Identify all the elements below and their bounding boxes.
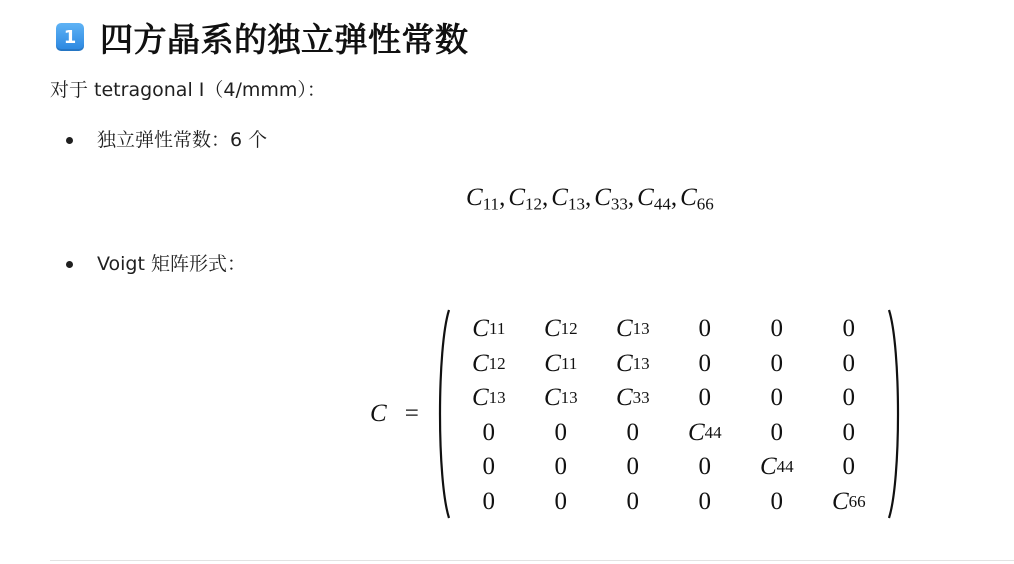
matrix-cell: 0	[770, 487, 784, 515]
matrix-cell: 0	[482, 487, 496, 515]
matrix-cell: 0	[842, 418, 856, 446]
right-paren-icon	[887, 308, 903, 520]
matrix-cell: 0	[698, 315, 712, 343]
matrix-cell: 0	[482, 453, 496, 481]
matrix-cell: C 13	[471, 384, 506, 412]
matrix-lhs: C	[370, 400, 387, 427]
voigt-matrix-equation	[370, 308, 903, 520]
bullet-text: Voigt 矩阵形式：	[97, 253, 246, 275]
bullet-dot-icon	[66, 137, 73, 144]
elastic-constant: $C_{66}$	[680, 184, 714, 214]
left-paren-icon	[435, 308, 451, 520]
matrix-cell: C 33	[615, 384, 650, 412]
section-title: 四方晶系的独立弹性常数	[100, 19, 469, 59]
matrix-cell: 0	[770, 349, 784, 377]
matrix-cell: C 11	[544, 349, 578, 377]
matrix-cell: C 12	[543, 315, 578, 343]
matrix-cell: C 13	[615, 349, 650, 377]
intro-paragraph: 对于 tetragonal I（4/mmm）：	[50, 79, 326, 101]
matrix-cell: 0	[626, 487, 640, 515]
matrix-cell: 0	[842, 315, 856, 343]
divider	[50, 560, 1014, 561]
matrix-cell: 0	[554, 487, 568, 515]
matrix-cell: C 12	[471, 349, 506, 377]
matrix-cell: 0	[626, 453, 640, 481]
bullet-dot-icon	[66, 261, 73, 268]
elastic-constant: $C_{33}$	[594, 184, 628, 214]
matrix-cell: C 66	[831, 487, 866, 515]
bullet-item-voigt	[66, 250, 246, 278]
constants-equation: $C_{11}$, $C_{12}$, $C_{13}$, $C_{33}$, $C_{44}$, $C_{66}$	[466, 184, 714, 214]
matrix-grid	[453, 309, 885, 519]
matrix-cell: 0	[554, 453, 568, 481]
matrix-cell: 0	[842, 453, 856, 481]
matrix-cell: 0	[698, 349, 712, 377]
matrix-cell: C 44	[759, 453, 794, 481]
matrix-cell: C 13	[615, 315, 650, 343]
number-one-icon: 1	[56, 23, 84, 51]
matrix-cell: 0	[842, 384, 856, 412]
matrix-cell: C 13	[543, 384, 578, 412]
elastic-constant: $C_{13}$	[551, 184, 585, 214]
matrix-cell: 0	[554, 418, 568, 446]
matrix-cell: 0	[842, 349, 856, 377]
matrix-cell: C 44	[687, 418, 722, 446]
matrix-cell: 0	[698, 487, 712, 515]
equals-sign: =	[404, 400, 419, 427]
matrix-cell: 0	[770, 384, 784, 412]
matrix-cell: 0	[698, 384, 712, 412]
section-heading	[56, 14, 469, 60]
matrix-cell: C 11	[472, 315, 506, 343]
matrix-cell: 0	[626, 418, 640, 446]
matrix-cell: 0	[698, 453, 712, 481]
matrix-cell: 0	[770, 418, 784, 446]
elastic-constant: $C_{12}$	[508, 184, 542, 214]
bullet-text: 独立弹性常数：6 个	[97, 129, 268, 151]
elastic-constant: $C_{11}$	[466, 184, 500, 214]
matrix-cell: 0	[482, 418, 496, 446]
matrix-cell: 0	[770, 315, 784, 343]
bullet-item-constants	[66, 126, 267, 154]
elastic-constant: $C_{44}$	[637, 184, 671, 214]
